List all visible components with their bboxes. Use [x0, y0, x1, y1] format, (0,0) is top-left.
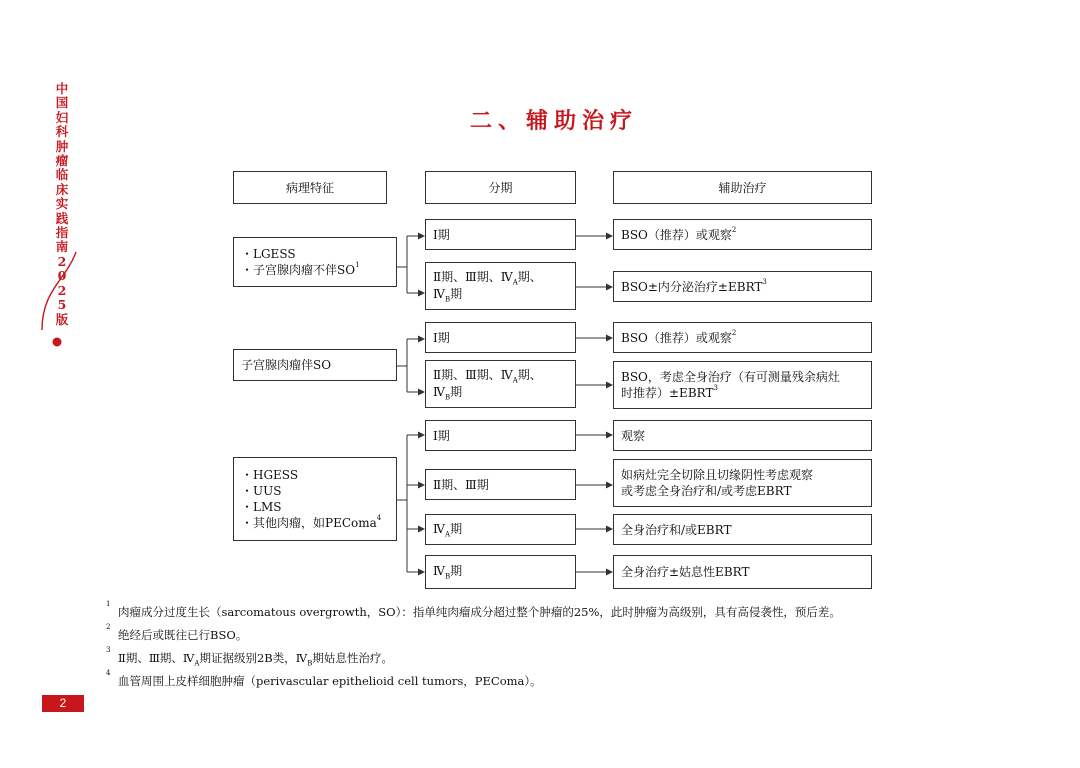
- stage-box: Ⅱ期、Ⅲ期、$Ⅳ_A$期、 $Ⅳ_B$期: [425, 360, 576, 408]
- treatment-box: BSO±内分泌治疗$\pm EBRT^3$: [613, 271, 872, 302]
- header-pathology: 病理特征: [233, 171, 387, 204]
- page-title: 二、辅助治疗: [469, 109, 638, 134]
- stage-box: Ⅰ期: [425, 420, 576, 451]
- sidebar-title: 中国妇科肿瘤临床实践指南2025版: [55, 81, 69, 327]
- stage-box: $Ⅳ_A$期: [425, 514, 576, 545]
- treatment-box: BSO（推荐）或观察$^2$: [613, 322, 872, 353]
- header-treatment: 辅助治疗: [613, 171, 872, 204]
- stage-box: Ⅱ期、Ⅲ期、$Ⅳ_A$期、 $Ⅳ_B$期: [425, 262, 576, 310]
- treatment-box: 观察: [613, 420, 872, 451]
- treatment-box: 全身治疗和/或EBRT: [613, 514, 872, 545]
- stage-box: Ⅱ期、Ⅲ期: [425, 469, 576, 500]
- treatment-box: BSO，考虑全身治疗（有可测量残余病灶 时推荐）$\pm EBRT^3$: [613, 361, 872, 409]
- treatment-box: 如病灶完全切除且切缘阴性考虑观察 或考虑全身治疗和/或考虑EBRT: [613, 459, 872, 507]
- stage-box: $Ⅳ_B$期: [425, 555, 576, 589]
- stage-box: Ⅰ期: [425, 322, 576, 353]
- header-stage: 分期: [425, 171, 576, 204]
- pathology-box: ・HGESS ・UUS ・LMS ・其他肉瘤，如PEComa$^4$: [233, 457, 397, 541]
- treatment-box: BSO（推荐）或观察$^2$: [613, 219, 872, 250]
- pathology-box: ・LGESS ・子宫腺肉瘤不伴$SO^1$: [233, 237, 397, 287]
- pathology-box: 子宫腺肉瘤伴SO: [233, 349, 397, 381]
- treatment-box: 全身治疗±姑息性EBRT: [613, 555, 872, 589]
- stage-box: Ⅰ期: [425, 219, 576, 250]
- page-number: 2: [42, 695, 84, 712]
